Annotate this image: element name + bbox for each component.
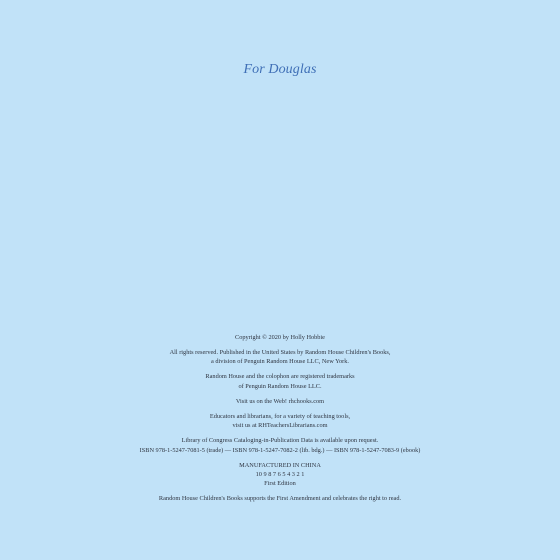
cataloging-para bbox=[0, 436, 560, 455]
trademarks-line-2: of Penguin Random House LLC. bbox=[238, 382, 322, 390]
printing-line: 10 9 8 7 6 5 4 3 2 1 bbox=[255, 471, 305, 479]
copyright-notice-para bbox=[0, 333, 560, 342]
educators-line-2: visit us at RHTeachersLibrarians.com bbox=[232, 422, 328, 430]
dedication: For Douglas bbox=[243, 62, 317, 77]
cataloging-line: Library of Congress Cataloging-in-Publication Data is available upon request. bbox=[181, 437, 379, 445]
rights-para bbox=[0, 348, 560, 367]
rights-line-1: All rights reserved. Published in the United States by Random House Children's Books, bbox=[169, 349, 391, 356]
web-para bbox=[0, 397, 560, 406]
rights-line-2: a division of Penguin Random House LLC, New York. bbox=[210, 358, 349, 366]
trademarks-para bbox=[0, 372, 560, 391]
manufacturing-para bbox=[0, 461, 560, 489]
copyright-notice: Copyright © 2020 by Holly Hobbie bbox=[235, 334, 325, 341]
copyright-page bbox=[0, 333, 560, 504]
trademarks-line-1: Random House and the colophon are registered trademarks bbox=[205, 373, 355, 381]
web-link-text: Visit us on the Web! rhchooks.com bbox=[235, 397, 325, 405]
first-amendment-para bbox=[0, 494, 560, 503]
educators-para bbox=[0, 412, 560, 431]
isbn-line: ISBN 978-1-5247-7081-5 (trade) — ISBN 978-1-5247-7082-2 (lib. bdg.) — ISBN 978-1-5247-7083-9 (ebook) bbox=[139, 446, 421, 454]
educators-line-1: Educators and librarians, for a variety of teaching tools, bbox=[209, 412, 351, 420]
edition: First Edition bbox=[264, 480, 296, 488]
first-amendment-statement: Random House Children's Books supports the First Amendment and celebrates the right to read. bbox=[158, 495, 402, 503]
manufactured-in: MANUFACTURED IN CHINA bbox=[239, 461, 321, 469]
